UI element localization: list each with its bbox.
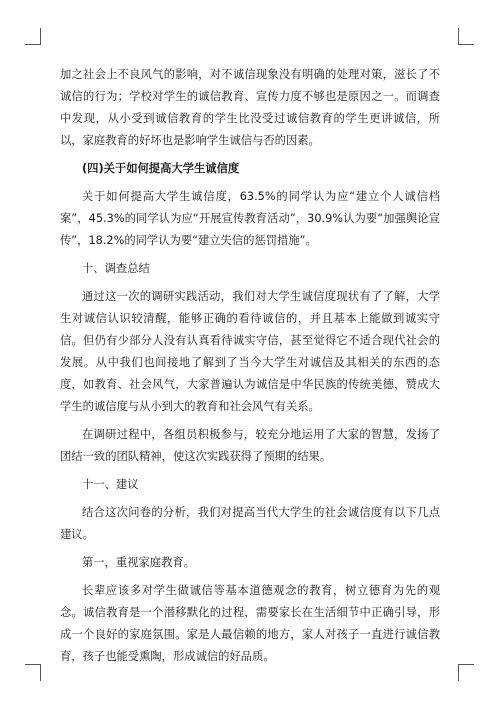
crop-mark-bottom-left-v [40, 664, 41, 681]
paragraph-integrity-measures: 关于如何提高大学生诚信度，63.5%的同学认为应“建立个人诚信档案”，45.3%的同学认为应“开展宣传教育活动”，30.9%认为要“加强舆论宣传”，18.2%的同学认为要“建立失信的惩罚措施”。 [60, 190, 440, 247]
section-heading-eleven: 十一、建议 [82, 478, 139, 491]
document-body [60, 64, 440, 674]
crop-mark-top-right-v [458, 28, 459, 45]
paragraph-family-education: 长辈应该多对学生做诚信等基本道德观念的教育，树立德育为先的观念。诚信教育是一个潜移默化的过程，需要家长在生活细节中正确引导，形成一个良好的家庭氛围。家是人最信赖的地方，家人对孩子一直进行诚信教育，孩子也能受熏陶，形成诚信的好品质。 [60, 584, 440, 663]
paragraph-team-work: 在调研过程中，各组员积极参与，较充分地运用了大家的智慧，发扬了团结一致的团队精神，使这次实践获得了预期的结果。 [60, 428, 440, 463]
crop-mark-bottom-right-h [458, 664, 474, 665]
crop-mark-top-right-h [458, 44, 474, 45]
paragraph-suggestion-intro: 结合这次问卷的分析，我们对提高当代大学生的社会诚信度有以下几点建议。 [60, 506, 440, 541]
crop-mark-top-left-v [40, 28, 41, 45]
crop-mark-bottom-left-h [25, 664, 41, 665]
section-heading-four: (四)关于如何提高大学生诚信度 [82, 162, 240, 175]
section-heading-ten: 十、调查总结 [82, 262, 150, 275]
paragraph-continued: 加之社会上不良风气的影响，对不诚信现象没有明确的处理对策，滋长了不诚信的行为；学校对学生的诚信教育、宣传力度不够也是原因之一。而调查中发现，从小受到诚信教育的学生比没受过诚信教育的学生更讲诚信，所以，家庭教育的好坏也是影响学生诚信与否的因素。 [60, 68, 440, 147]
crop-mark-top-left-h [25, 44, 41, 45]
paragraph-survey-summary: 通过这一次的调研实践活动，我们对大学生诚信度现状有了了解，大学生对诚信认识较清醒，能够正确的看待诚信的，并且基本上能做到诚实守信。但仍有少部分人没有认真看待诚实守信，甚至觉得它不适合现代社会的发展。从中我们也间接地了解到了当今大学生对诚信及其相关的东西的态度，如教育、社会风气，大家普遍认为诚信是中华民族的传统美德，赞成大学生的诚信度与从小到大的教育和社会风气有关系。 [60, 290, 440, 413]
paragraph-suggestion-one: 第一，重视家庭教育。 [82, 556, 195, 569]
crop-mark-bottom-right-v [458, 664, 459, 681]
